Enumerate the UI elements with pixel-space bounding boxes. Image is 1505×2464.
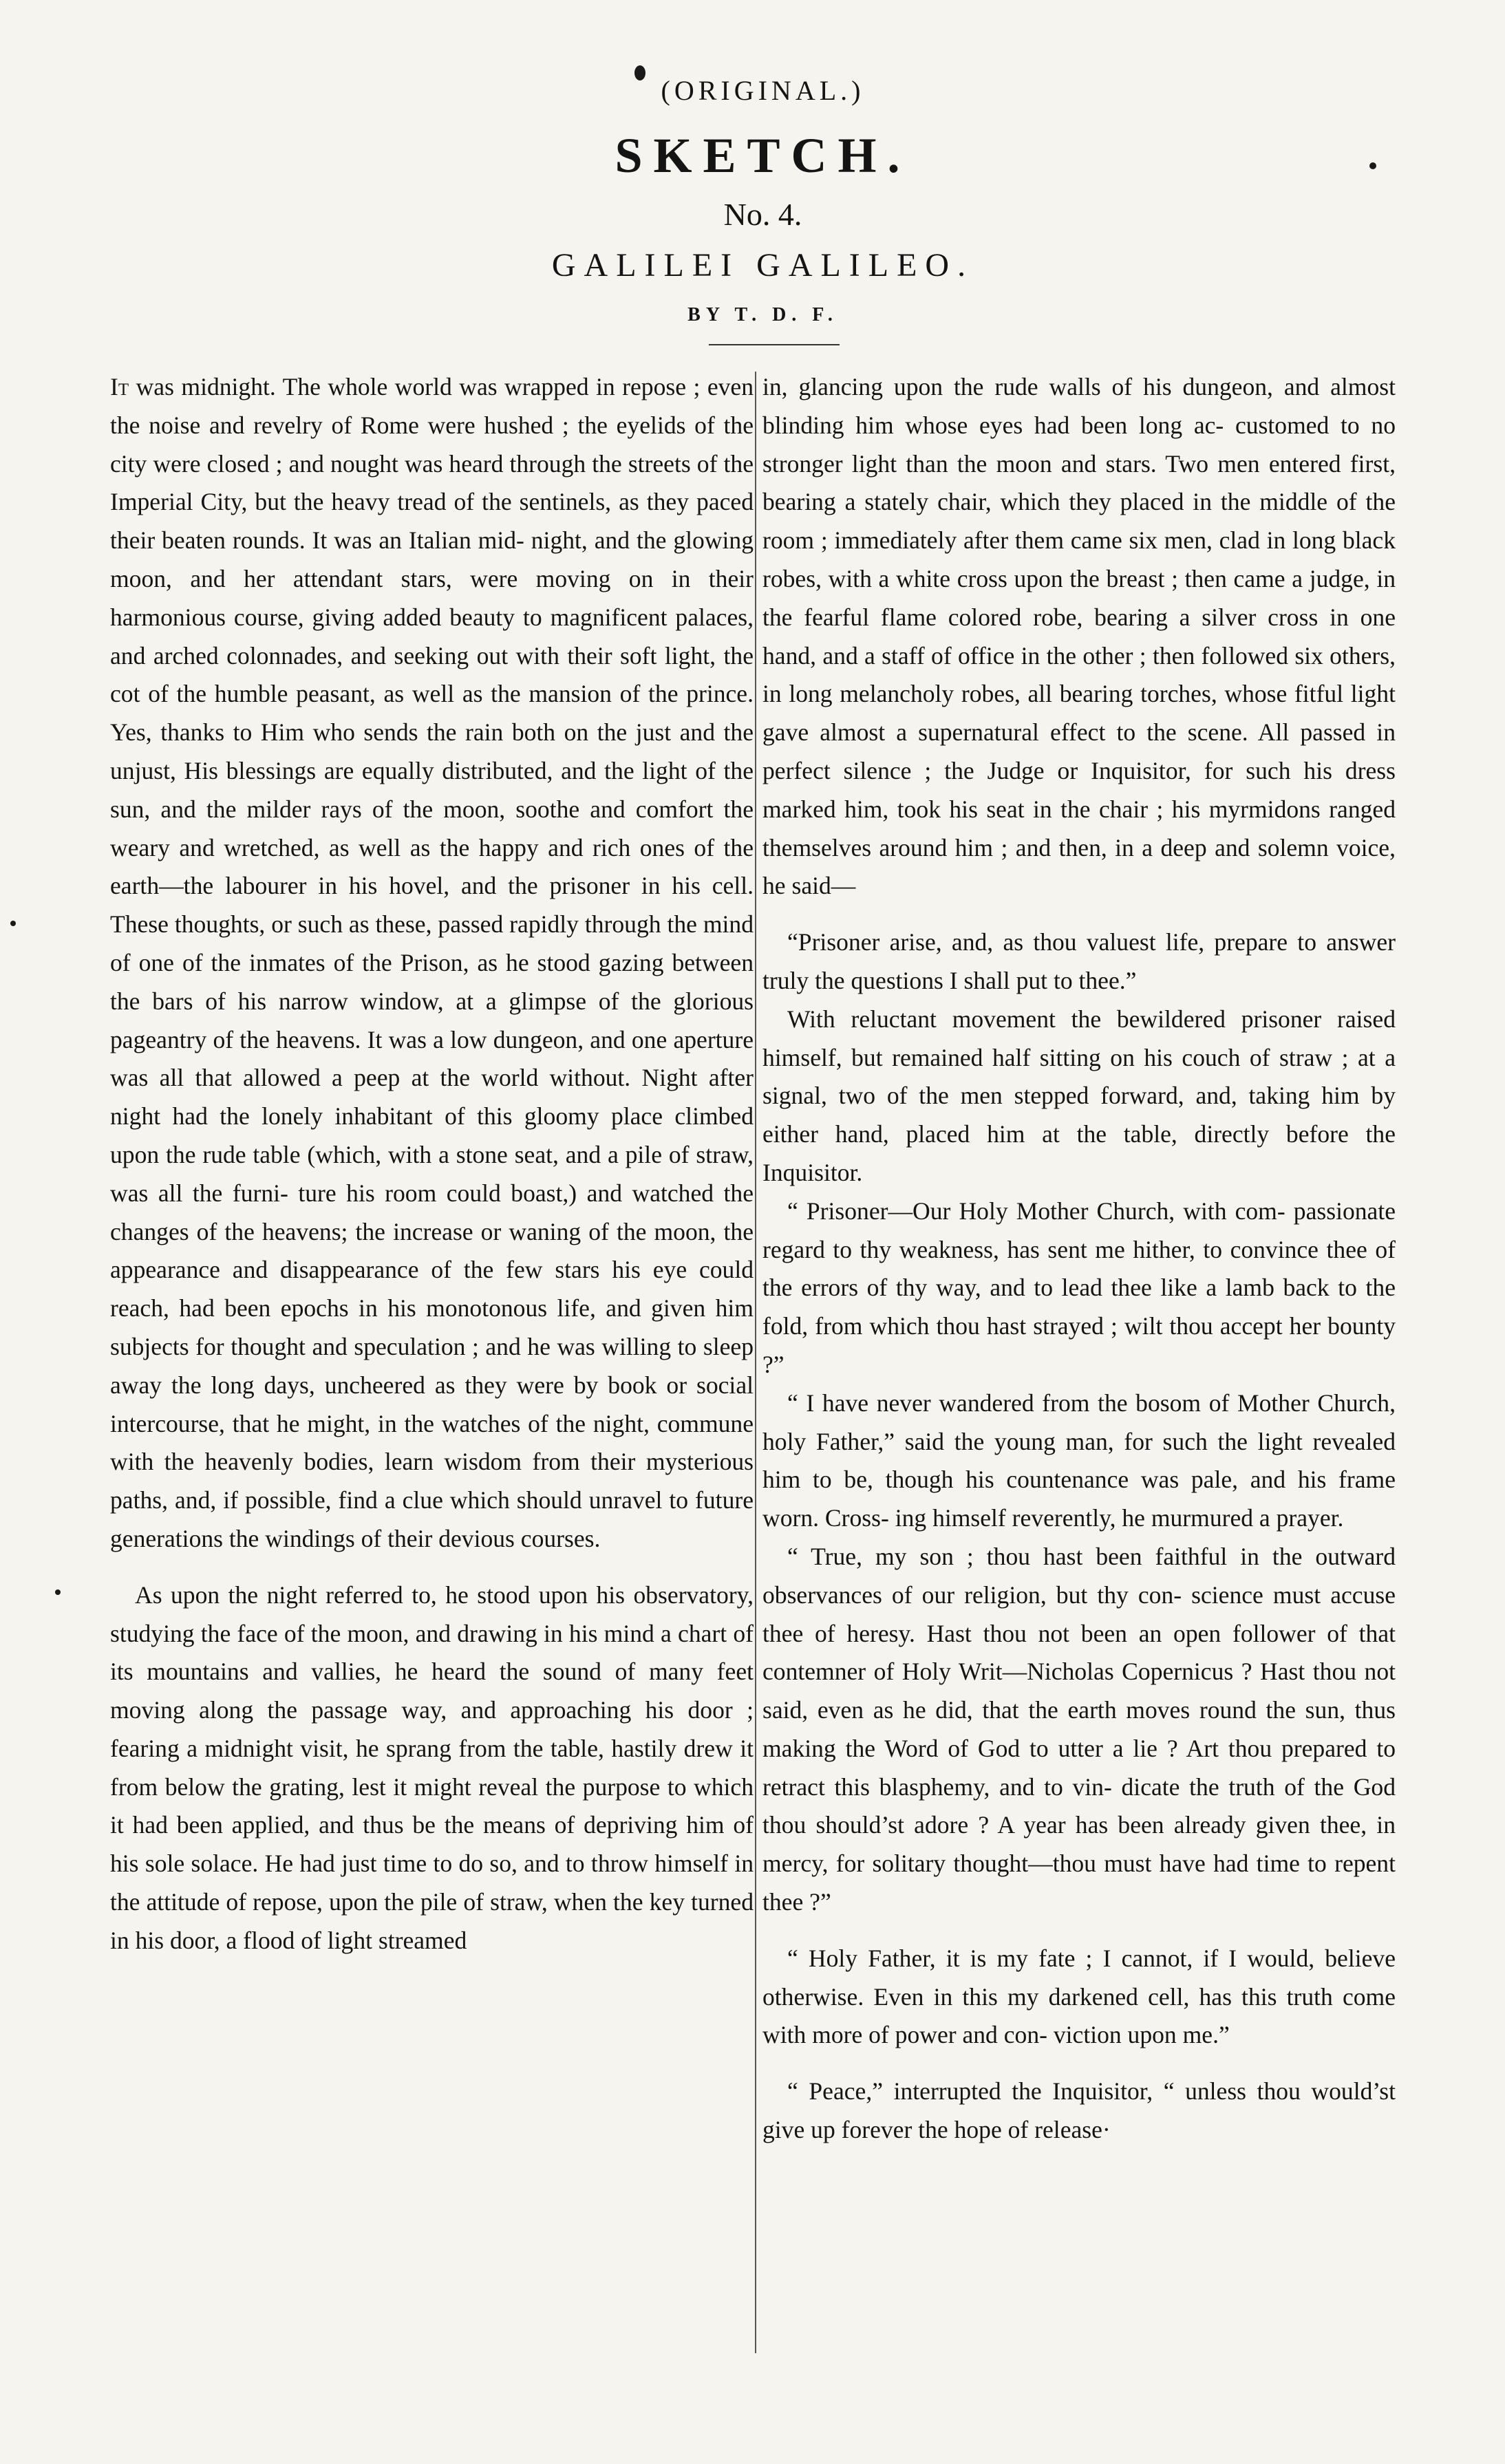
- dropcap-word: It: [110, 373, 129, 400]
- margin-dot-mark: [55, 1589, 61, 1595]
- paragraph: With reluctant movement the bewildered prisoner raised himself, but remained half sitting on his couch of straw ; at a signal, two of the men stepped forward, and, taking him by either hand, placed him at the table, directly before the Inquisitor.: [762, 1005, 1396, 1186]
- paragraph: “ True, my son ; thou hast been faithful in the outward observances of our religion, but thy con- science must accuse thee of heresy. Hast thou not been an open follower of that contemner of Holy Writ—Nicholas Copernicus ? Hast thou not said, even as he did, that the earth moves round the sun, thus making the Word of God to utter a lie ? Art thou prepared to retract this blasphemy, and to vin- dicate the truth of the God thou should’st adore ? A year has been already given thee, in mercy, for solitary thought—thou must have had time to repent thee ?”: [762, 1542, 1396, 1916]
- paragraph: [110, 368, 754, 1558]
- column-divider: [755, 372, 756, 2353]
- left-column: [110, 368, 754, 2350]
- sketch-number: No. 4.: [723, 197, 802, 232]
- paragraph: “ Peace,” interrupted the Inquisitor, “ unless thou would’st give up forever the hope of release·: [762, 2077, 1396, 2144]
- original-label: (ORIGINAL.): [661, 75, 865, 106]
- margin-dot-mark: [10, 921, 16, 926]
- paragraph: “Prisoner arise, and, as thou valuest life, prepare to answer truly the questions I shall put to thee.”: [762, 928, 1396, 994]
- article-title: GALILEI GALILEO.: [551, 247, 974, 283]
- title-rule: [709, 344, 840, 345]
- section-title: SKETCH.: [615, 128, 911, 183]
- right-column: [762, 368, 1396, 2350]
- byline: BY T. D. F.: [687, 304, 838, 325]
- paragraph: “ I have never wandered from the bosom of Mother Church, holy Father,” said the young man, for such the light revealed him to be, though his countenance was pale, and his frame worn. Cross- ing himself reverently, he murmured a prayer.: [762, 1389, 1396, 1532]
- paragraph: “ Prisoner—Our Holy Mother Church, with com- passionate regard to thy weakness, has sent me hither, to convince thee of the errors of thy way, and to lead thee like a lamb back to the fold, from which thou hast strayed ; wilt thou accept her bounty ?”: [762, 1197, 1396, 1378]
- paragraph: “ Holy Father, it is my fate ; I cannot, if I would, believe otherwise. Even in this my darkened cell, has this truth come with more of power and con- viction upon me.”: [762, 1944, 1396, 2049]
- paragraph: in, glancing upon the rude walls of his dungeon, and almost blinding him whose eyes had been long ac- customed to no stronger light than the moon and stars. Two men entered first, bearing a stately chair, which they placed in the middle of the room ; immediately after them came six men, clad in long black robes, with a white cross upon the breast ; then came a judge, in the fearful flame colored robe, bearing a silver cross in one hand, and a staff of office in the other ; then followed six others, in long melancholy robes, all bearing torches, whose fitful light gave almost a supernatural effect to the scene. All passed in perfect silence ; the Judge or Inquisitor, for such his dress marked him, took his seat in the chair ; his myrmidons ranged themselves around him ; and then, in a deep and solemn voice, he said—: [762, 373, 1396, 900]
- article-header: [0, 0, 1505, 372]
- paragraph-text: was midnight. The whole world was wrapped in repose ; even the noise and revelry of Rome were hushed ; the eyelids of the city were closed ; and nought was heard through the streets of the Imperial City, but the heavy tread of the sentinels, as they paced their beaten rounds. It was an Italian mid- night, and the glowing moon, and her attendant stars, were moving on in their harmonious course, giving added beauty to magnificent palaces, and arched colonnades, and seeking out with their soft light, the cot of the humble peasant, as well as the mansion of the prince. Yes, thanks to Him who sends the rain both on the just and the unjust, His blessings are equally distributed, and the light of the sun, and the milder rays of the moon, soothe and comfort the weary and wretched, as well as the happy and rich ones of the earth—the labourer in his hovel, and the prisoner in his cell. These thoughts, or such as these, passed rapidly through the mind of one of the inmates of the Prison, as he stood gazing between the bars of his narrow window, at a glimpse of the glorious pageantry of the heavens. It was a low dungeon, and one aperture was all that allowed a peep at the world without. Night after night had the lonely inhabitant of this gloomy place climbed upon the rude table (which, with a stone seat, and a pile of straw, was all the furni- ture his room could boast,) and watched the changes of the heavens; the increase or waning of the moon, the appearance and disappearance of the few stars his eye could reach, had been epochs in his monotonous life, and given him subjects for thought and speculation ; and he was willing to sleep away the long days, uncheered as they were by book or social intercourse, that he might, in the watches of the night, commune with the heavenly bodies, learn wisdom from their mysterious paths, and, if possible, find a clue which should unravel to future generations the windings of their devious courses.: [110, 373, 754, 1552]
- paragraph: As upon the night referred to, he stood upon his observatory, studying the face of the moon, and drawing in his mind a chart of its mountains and vallies, he heard the sound of many feet moving along the passage way, and approaching his door ; fearing a midnight visit, he sprang from the table, hastily drew it from below the grating, lest it might reveal the purpose to which it had been applied, and thus be the means of depriving him of his sole solace. He had just time to do so, and to throw himself in the attitude of repose, upon the pile of straw, when the key turned in his door, a flood of light streamed: [110, 1581, 754, 1954]
